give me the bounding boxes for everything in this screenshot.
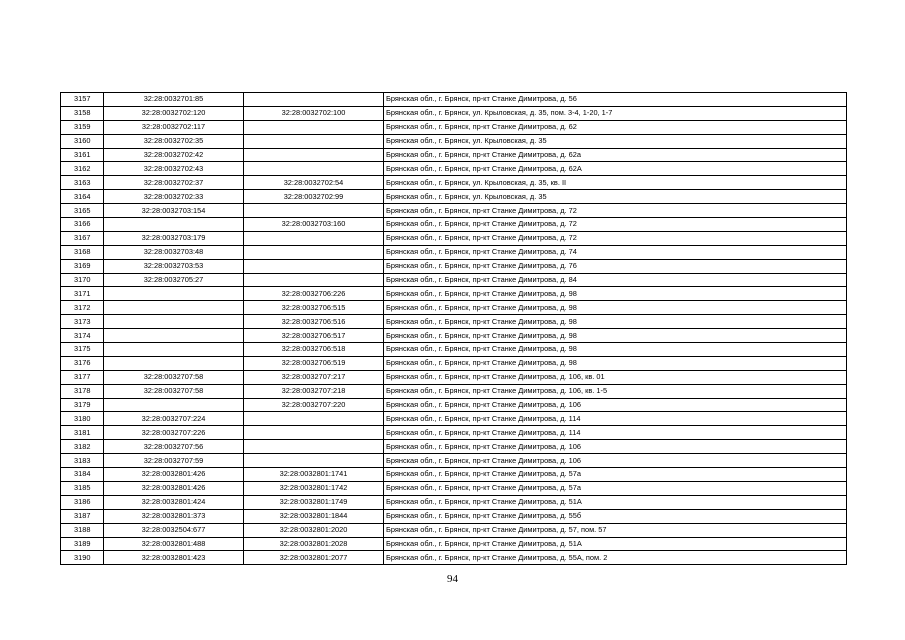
cadastral-number-cell: 32:28:0032703:179: [104, 231, 244, 245]
address-cell: Брянская обл., г. Брянск, пр-кт Станке Димитрова, д. 62а: [384, 148, 847, 162]
registry-table: [60, 92, 847, 565]
table-row: [61, 523, 847, 537]
row-number-cell: 3168: [61, 245, 104, 259]
building-cadastral-number-cell: 32:28:0032706:519: [244, 356, 384, 370]
row-number-cell: 3161: [61, 148, 104, 162]
building-cadastral-number-cell: [244, 412, 384, 426]
address-cell: Брянская обл., г. Брянск, пр-кт Станке Димитрова, д. 72: [384, 204, 847, 218]
building-cadastral-number-cell: 32:28:0032801:1844: [244, 509, 384, 523]
row-number-cell: 3163: [61, 176, 104, 190]
building-cadastral-number-cell: [244, 134, 384, 148]
cadastral-number-cell: 32:28:0032702:42: [104, 148, 244, 162]
building-cadastral-number-cell: 32:28:0032707:220: [244, 398, 384, 412]
table-row: [61, 315, 847, 329]
table-row: [61, 162, 847, 176]
row-number-cell: 3158: [61, 106, 104, 120]
row-number-cell: 3188: [61, 523, 104, 537]
table-row: [61, 440, 847, 454]
table-row: [61, 93, 847, 107]
address-cell: Брянская обл., г. Брянск, пр-кт Станке Димитрова, д. 98: [384, 329, 847, 343]
row-number-cell: 3182: [61, 440, 104, 454]
building-cadastral-number-cell: [244, 148, 384, 162]
building-cadastral-number-cell: [244, 454, 384, 468]
address-cell: Брянская обл., г. Брянск, пр-кт Станке Димитрова, д. 55А, пом. 2: [384, 551, 847, 565]
building-cadastral-number-cell: 32:28:0032706:226: [244, 287, 384, 301]
cadastral-number-cell: 32:28:0032801:423: [104, 551, 244, 565]
table-row: [61, 495, 847, 509]
address-cell: Брянская обл., г. Брянск, пр-кт Станке Димитрова, д. 74: [384, 245, 847, 259]
building-cadastral-number-cell: 32:28:0032707:218: [244, 384, 384, 398]
table-row: [61, 468, 847, 482]
building-cadastral-number-cell: 32:28:0032801:1741: [244, 468, 384, 482]
cadastral-number-cell: [104, 356, 244, 370]
table-row: [61, 176, 847, 190]
row-number-cell: 3170: [61, 273, 104, 287]
row-number-cell: 3174: [61, 329, 104, 343]
table-row: [61, 329, 847, 343]
address-cell: Брянская обл., г. Брянск, пр-кт Станке Димитрова, д. 106, кв. 1-5: [384, 384, 847, 398]
address-cell: Брянская обл., г. Брянск, пр-кт Станке Димитрова, д. 62А: [384, 162, 847, 176]
building-cadastral-number-cell: 32:28:0032702:99: [244, 190, 384, 204]
building-cadastral-number-cell: 32:28:0032702:54: [244, 176, 384, 190]
cadastral-number-cell: 32:28:0032801:426: [104, 468, 244, 482]
table-row: [61, 106, 847, 120]
row-number-cell: 3189: [61, 537, 104, 551]
registry-table-body: [61, 93, 847, 565]
address-cell: Брянская обл., г. Брянск, пр-кт Станке Димитрова, д. 62: [384, 120, 847, 134]
cadastral-number-cell: [104, 329, 244, 343]
cadastral-number-cell: 32:28:0032702:117: [104, 120, 244, 134]
address-cell: Брянская обл., г. Брянск, пр-кт Станке Димитрова, д. 72: [384, 218, 847, 232]
row-number-cell: 3167: [61, 231, 104, 245]
table-row: [61, 259, 847, 273]
address-cell: Брянская обл., г. Брянск, ул. Крыловская, д. 35, пом. 3-4, 1-20, 1-7: [384, 106, 847, 120]
building-cadastral-number-cell: 32:28:0032801:2077: [244, 551, 384, 565]
table-row: [61, 287, 847, 301]
building-cadastral-number-cell: [244, 245, 384, 259]
row-number-cell: 3159: [61, 120, 104, 134]
building-cadastral-number-cell: [244, 259, 384, 273]
table-row: [61, 245, 847, 259]
cadastral-number-cell: [104, 398, 244, 412]
row-number-cell: 3186: [61, 495, 104, 509]
building-cadastral-number-cell: [244, 204, 384, 218]
cadastral-number-cell: 32:28:0032707:224: [104, 412, 244, 426]
building-cadastral-number-cell: [244, 120, 384, 134]
cadastral-number-cell: 32:28:0032707:59: [104, 454, 244, 468]
cadastral-number-cell: 32:28:0032504:677: [104, 523, 244, 537]
address-cell: Брянская обл., г. Брянск, ул. Крыловская, д. 35, кв. II: [384, 176, 847, 190]
row-number-cell: 3180: [61, 412, 104, 426]
building-cadastral-number-cell: [244, 93, 384, 107]
building-cadastral-number-cell: 32:28:0032707:217: [244, 370, 384, 384]
cadastral-number-cell: 32:28:0032801:488: [104, 537, 244, 551]
table-row: [61, 231, 847, 245]
row-number-cell: 3171: [61, 287, 104, 301]
cadastral-number-cell: [104, 218, 244, 232]
table-row: [61, 481, 847, 495]
table-row: [61, 551, 847, 565]
row-number-cell: 3190: [61, 551, 104, 565]
table-row: [61, 537, 847, 551]
cadastral-number-cell: 32:28:0032705:27: [104, 273, 244, 287]
cadastral-number-cell: 32:28:0032702:120: [104, 106, 244, 120]
cadastral-number-cell: 32:28:0032707:226: [104, 426, 244, 440]
address-cell: Брянская обл., г. Брянск, пр-кт Станке Димитрова, д. 114: [384, 426, 847, 440]
row-number-cell: 3169: [61, 259, 104, 273]
cadastral-number-cell: 32:28:0032703:154: [104, 204, 244, 218]
row-number-cell: 3165: [61, 204, 104, 218]
building-cadastral-number-cell: [244, 426, 384, 440]
table-row: [61, 426, 847, 440]
address-cell: Брянская обл., г. Брянск, пр-кт Станке Димитрова, д. 55б: [384, 509, 847, 523]
address-cell: Брянская обл., г. Брянск, пр-кт Станке Димитрова, д. 72: [384, 231, 847, 245]
table-row: [61, 509, 847, 523]
cadastral-number-cell: 32:28:0032707:58: [104, 370, 244, 384]
row-number-cell: 3175: [61, 343, 104, 357]
address-cell: Брянская обл., г. Брянск, пр-кт Станке Димитрова, д. 51А: [384, 537, 847, 551]
building-cadastral-number-cell: 32:28:0032706:515: [244, 301, 384, 315]
cadastral-number-cell: 32:28:0032702:43: [104, 162, 244, 176]
table-row: [61, 398, 847, 412]
table-row: [61, 370, 847, 384]
row-number-cell: 3178: [61, 384, 104, 398]
table-row: [61, 134, 847, 148]
table-row: [61, 204, 847, 218]
address-cell: Брянская обл., г. Брянск, ул. Крыловская, д. 35: [384, 134, 847, 148]
cadastral-number-cell: [104, 287, 244, 301]
page-number: 94: [447, 573, 458, 585]
row-number-cell: 3166: [61, 218, 104, 232]
row-number-cell: 3157: [61, 93, 104, 107]
cadastral-number-cell: 32:28:0032703:48: [104, 245, 244, 259]
building-cadastral-number-cell: 32:28:0032801:2028: [244, 537, 384, 551]
address-cell: Брянская обл., г. Брянск, пр-кт Станке Димитрова, д. 84: [384, 273, 847, 287]
row-number-cell: 3185: [61, 481, 104, 495]
building-cadastral-number-cell: 32:28:0032801:1742: [244, 481, 384, 495]
row-number-cell: 3181: [61, 426, 104, 440]
cadastral-number-cell: 32:28:0032702:35: [104, 134, 244, 148]
row-number-cell: 3176: [61, 356, 104, 370]
building-cadastral-number-cell: [244, 273, 384, 287]
building-cadastral-number-cell: 32:28:0032706:517: [244, 329, 384, 343]
table-row: [61, 412, 847, 426]
address-cell: Брянская обл., г. Брянск, пр-кт Станке Димитрова, д. 98: [384, 301, 847, 315]
row-number-cell: 3172: [61, 301, 104, 315]
row-number-cell: 3184: [61, 468, 104, 482]
address-cell: Брянская обл., г. Брянск, ул. Крыловская, д. 35: [384, 190, 847, 204]
table-row: [61, 273, 847, 287]
building-cadastral-number-cell: [244, 231, 384, 245]
table-row: [61, 218, 847, 232]
building-cadastral-number-cell: [244, 440, 384, 454]
table-row: [61, 190, 847, 204]
cadastral-number-cell: [104, 315, 244, 329]
address-cell: Брянская обл., г. Брянск, пр-кт Станке Димитрова, д. 114: [384, 412, 847, 426]
address-cell: Брянская обл., г. Брянск, пр-кт Станке Димитрова, д. 57а: [384, 468, 847, 482]
row-number-cell: 3177: [61, 370, 104, 384]
row-number-cell: 3183: [61, 454, 104, 468]
building-cadastral-number-cell: 32:28:0032703:160: [244, 218, 384, 232]
building-cadastral-number-cell: 32:28:0032706:516: [244, 315, 384, 329]
address-cell: Брянская обл., г. Брянск, пр-кт Станке Димитрова, д. 106: [384, 440, 847, 454]
cadastral-number-cell: 32:28:0032801:426: [104, 481, 244, 495]
address-cell: Брянская обл., г. Брянск, пр-кт Станке Димитрова, д. 98: [384, 343, 847, 357]
table-row: [61, 148, 847, 162]
table-row: [61, 384, 847, 398]
table-row: [61, 343, 847, 357]
address-cell: Брянская обл., г. Брянск, пр-кт Станке Димитрова, д. 51А: [384, 495, 847, 509]
row-number-cell: 3187: [61, 509, 104, 523]
building-cadastral-number-cell: 32:28:0032706:518: [244, 343, 384, 357]
building-cadastral-number-cell: 32:28:0032801:1749: [244, 495, 384, 509]
table-row: [61, 454, 847, 468]
address-cell: Брянская обл., г. Брянск, пр-кт Станке Димитрова, д. 106: [384, 454, 847, 468]
address-cell: Брянская обл., г. Брянск, пр-кт Станке Димитрова, д. 106: [384, 398, 847, 412]
cadastral-number-cell: 32:28:0032701:85: [104, 93, 244, 107]
row-number-cell: 3160: [61, 134, 104, 148]
address-cell: Брянская обл., г. Брянск, пр-кт Станке Димитрова, д. 57а: [384, 481, 847, 495]
cadastral-number-cell: 32:28:0032703:53: [104, 259, 244, 273]
building-cadastral-number-cell: [244, 162, 384, 176]
address-cell: Брянская обл., г. Брянск, пр-кт Станке Димитрова, д. 106, кв. 01: [384, 370, 847, 384]
cadastral-number-cell: [104, 301, 244, 315]
row-number-cell: 3164: [61, 190, 104, 204]
table-row: [61, 120, 847, 134]
cadastral-number-cell: 32:28:0032702:33: [104, 190, 244, 204]
table-row: [61, 356, 847, 370]
row-number-cell: 3179: [61, 398, 104, 412]
address-cell: Брянская обл., г. Брянск, пр-кт Станке Димитрова, д. 57, пом. 57: [384, 523, 847, 537]
address-cell: Брянская обл., г. Брянск, пр-кт Станке Димитрова, д. 56: [384, 93, 847, 107]
address-cell: Брянская обл., г. Брянск, пр-кт Станке Димитрова, д. 98: [384, 356, 847, 370]
cadastral-number-cell: 32:28:0032702:37: [104, 176, 244, 190]
table-row: [61, 301, 847, 315]
address-cell: Брянская обл., г. Брянск, пр-кт Станке Димитрова, д. 98: [384, 315, 847, 329]
cadastral-number-cell: 32:28:0032707:56: [104, 440, 244, 454]
address-cell: Брянская обл., г. Брянск, пр-кт Станке Димитрова, д. 98: [384, 287, 847, 301]
address-cell: Брянская обл., г. Брянск, пр-кт Станке Димитрова, д. 76: [384, 259, 847, 273]
cadastral-number-cell: [104, 343, 244, 357]
cadastral-number-cell: 32:28:0032801:373: [104, 509, 244, 523]
row-number-cell: 3173: [61, 315, 104, 329]
building-cadastral-number-cell: 32:28:0032702:100: [244, 106, 384, 120]
cadastral-number-cell: 32:28:0032801:424: [104, 495, 244, 509]
row-number-cell: 3162: [61, 162, 104, 176]
cadastral-number-cell: 32:28:0032707:58: [104, 384, 244, 398]
building-cadastral-number-cell: 32:28:0032801:2020: [244, 523, 384, 537]
